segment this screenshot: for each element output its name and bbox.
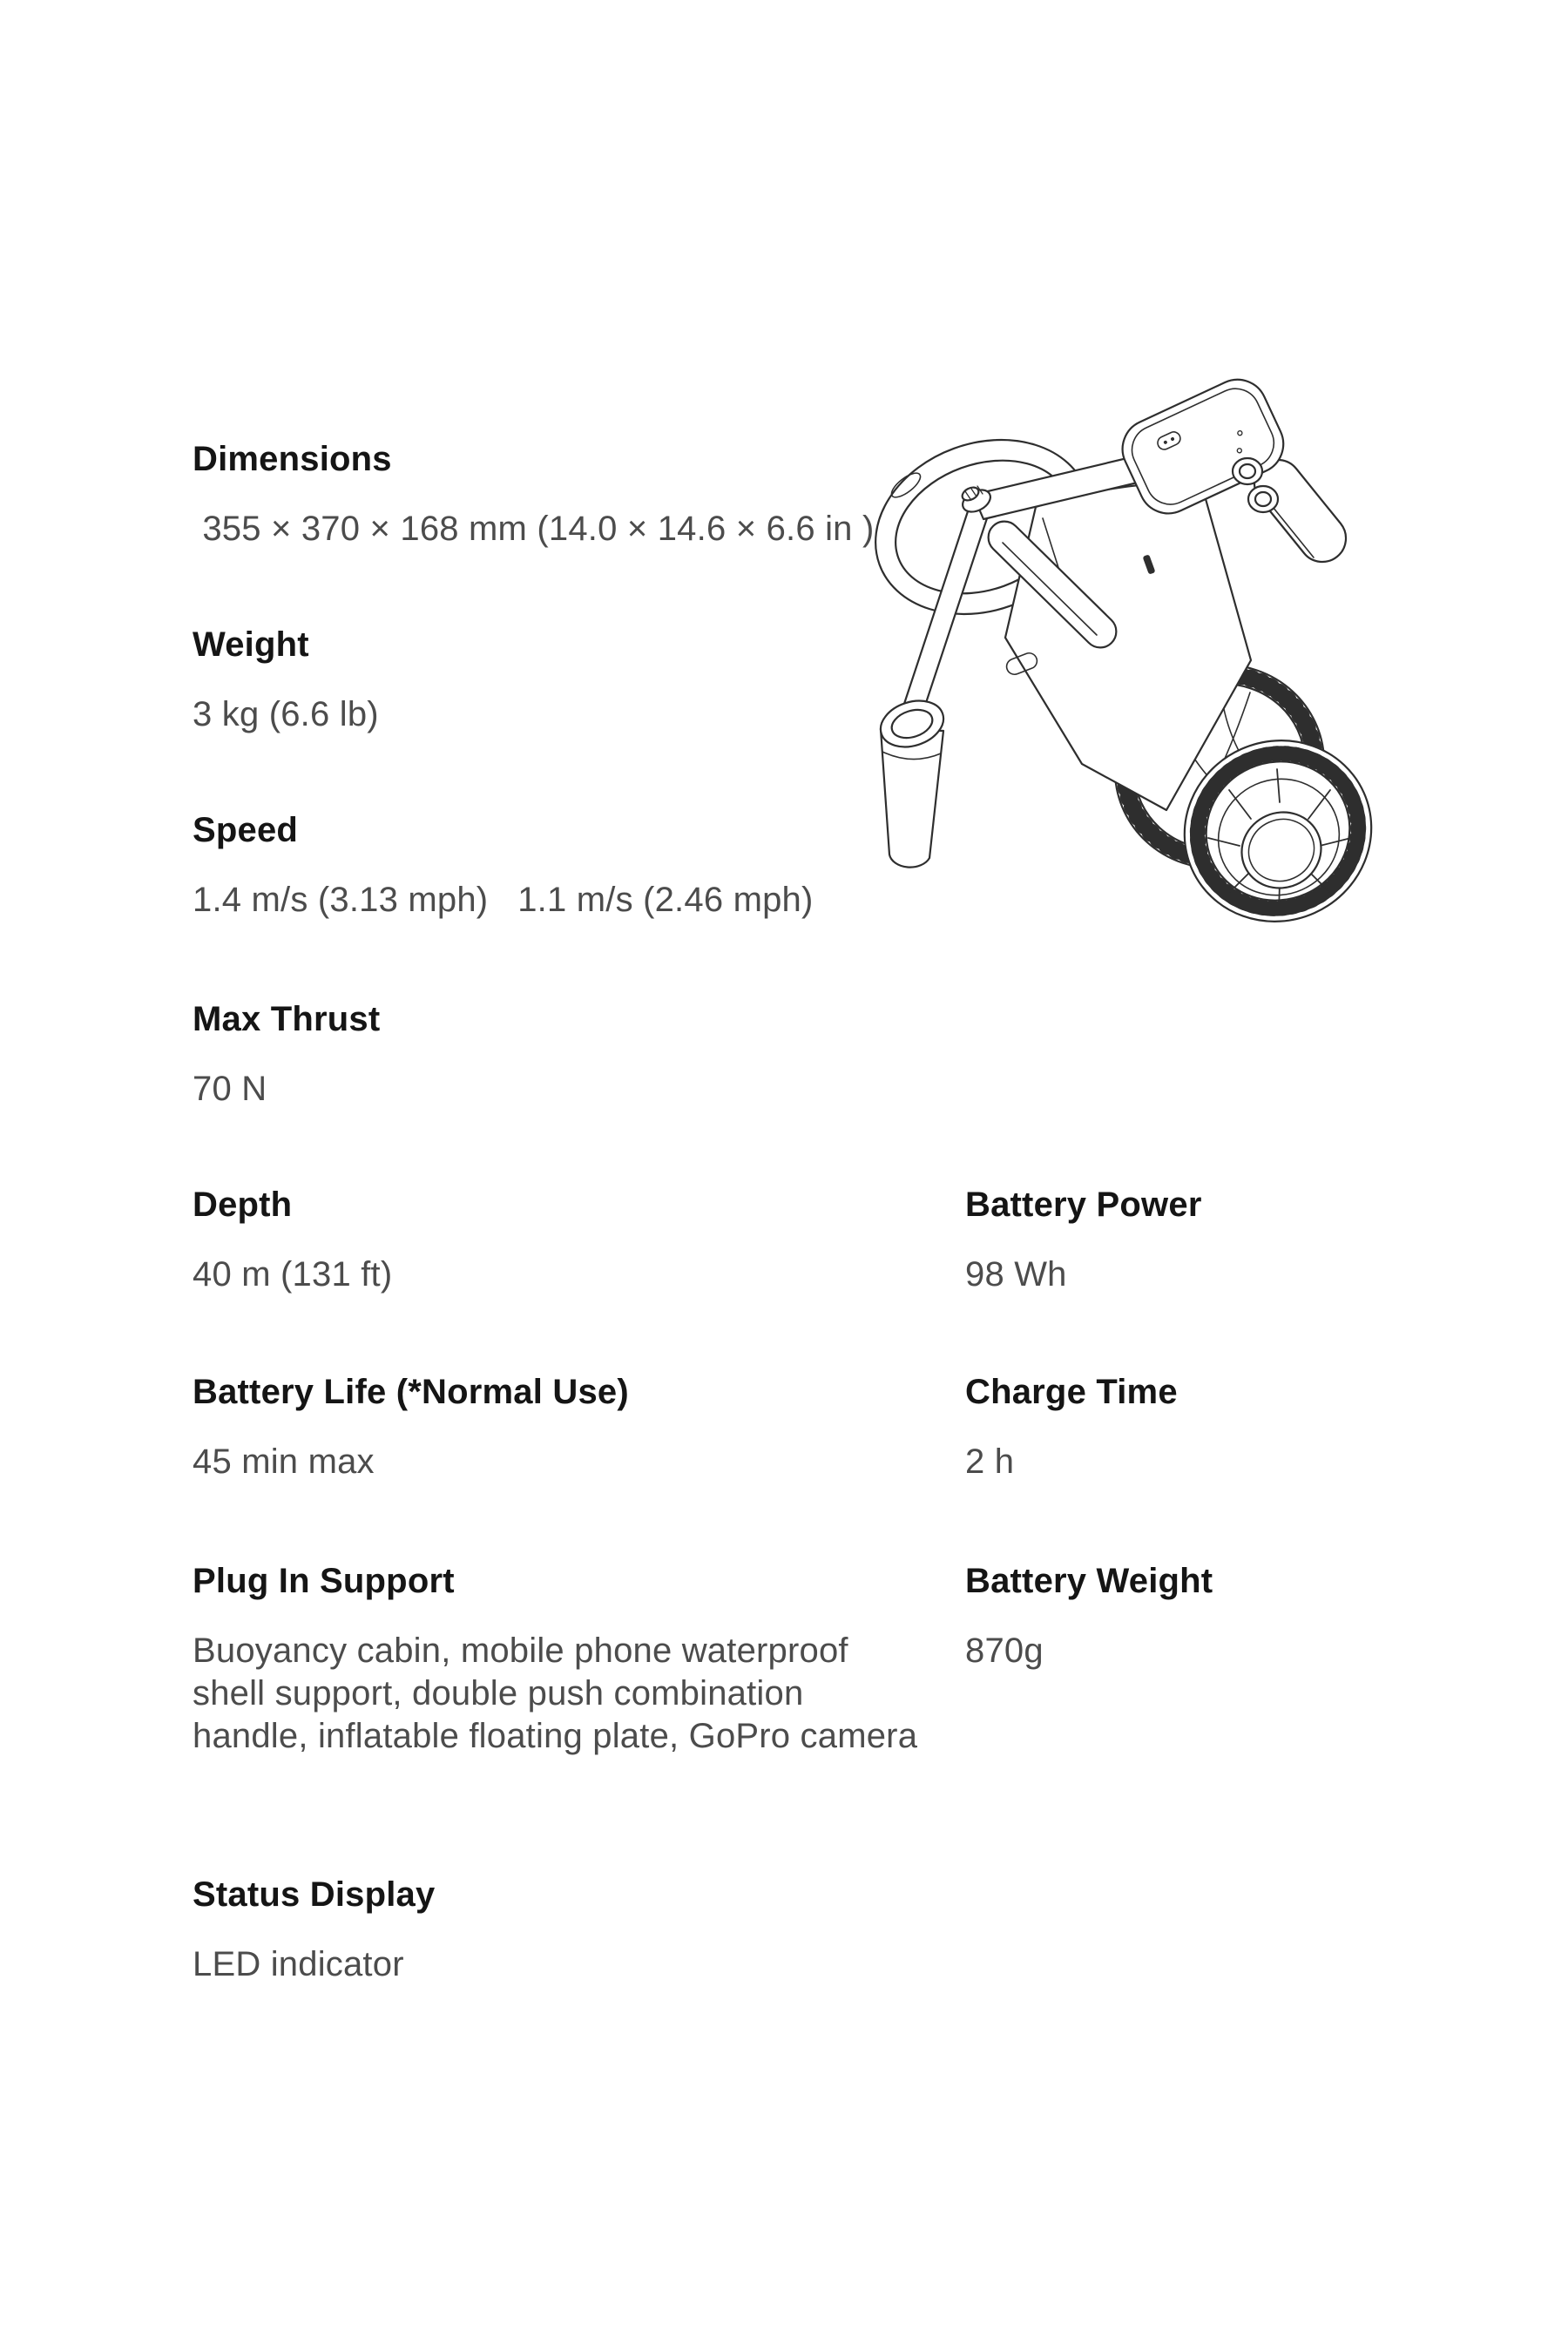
spec-label-max-thrust: Max Thrust bbox=[193, 1000, 381, 1038]
left-grip bbox=[875, 693, 950, 868]
spec-section-status-display bbox=[193, 1875, 435, 1986]
spec-section-speed bbox=[193, 811, 814, 922]
spec-label-battery-weight: Battery Weight bbox=[965, 1562, 1213, 1600]
spec-value-battery-weight: 870g bbox=[965, 1632, 1044, 1670]
spec-label-battery-life: Battery Life (*Normal Use) bbox=[193, 1373, 629, 1411]
spec-section-depth bbox=[193, 1186, 392, 1296]
spec-label-depth: Depth bbox=[193, 1186, 293, 1224]
product-illustration bbox=[858, 370, 1381, 945]
spec-label-weight: Weight bbox=[193, 625, 309, 664]
spec-label-battery-power: Battery Power bbox=[965, 1186, 1202, 1224]
spec-value-depth: 40 m (131 ft) bbox=[193, 1255, 393, 1294]
spec-section-dimensions bbox=[193, 440, 874, 551]
spec-label-status-display: Status Display bbox=[193, 1875, 436, 1914]
spec-section-charge-time bbox=[965, 1373, 1178, 1483]
spec-value-dimensions: 355 × 370 × 168 mm (14.0 × 14.6 × 6.6 in ) bbox=[193, 510, 875, 548]
thumb-button bbox=[1248, 486, 1278, 512]
spec-label-charge-time: Charge Time bbox=[965, 1373, 1178, 1411]
spec-value-battery-power: 98 Wh bbox=[965, 1255, 1067, 1294]
spec-value-plug-in-support: Buoyancy cabin, mobile phone waterproof shell support, double push combination handle, inflatable floating plate, GoPro camera bbox=[193, 1632, 918, 1755]
spec-value-max-thrust: 70 N bbox=[193, 1070, 267, 1108]
spec-label-speed: Speed bbox=[193, 811, 299, 849]
thumb-button bbox=[1233, 458, 1262, 484]
spec-section-battery-weight bbox=[965, 1562, 1213, 1672]
spec-label-dimensions: Dimensions bbox=[193, 440, 392, 478]
spec-section-battery-power bbox=[965, 1186, 1202, 1296]
spec-value-weight: 3 kg (6.6 lb) bbox=[193, 695, 379, 733]
underwater-scooter-drawing bbox=[858, 370, 1381, 945]
spec-label-plug-in-support: Plug In Support bbox=[193, 1562, 455, 1600]
spec-section-battery-life bbox=[193, 1373, 629, 1483]
spec-section-max-thrust bbox=[193, 1000, 380, 1111]
spec-value-speed: 1.4 m/s (3.13 mph) 1.1 m/s (2.46 mph) bbox=[193, 881, 814, 919]
spec-value-status-display: LED indicator bbox=[193, 1945, 404, 1983]
spec-value-battery-life: 45 min max bbox=[193, 1442, 375, 1481]
spec-section-plug-in-support bbox=[193, 1562, 924, 1758]
spec-value-charge-time: 2 h bbox=[965, 1442, 1015, 1481]
spec-section-weight bbox=[193, 625, 379, 736]
